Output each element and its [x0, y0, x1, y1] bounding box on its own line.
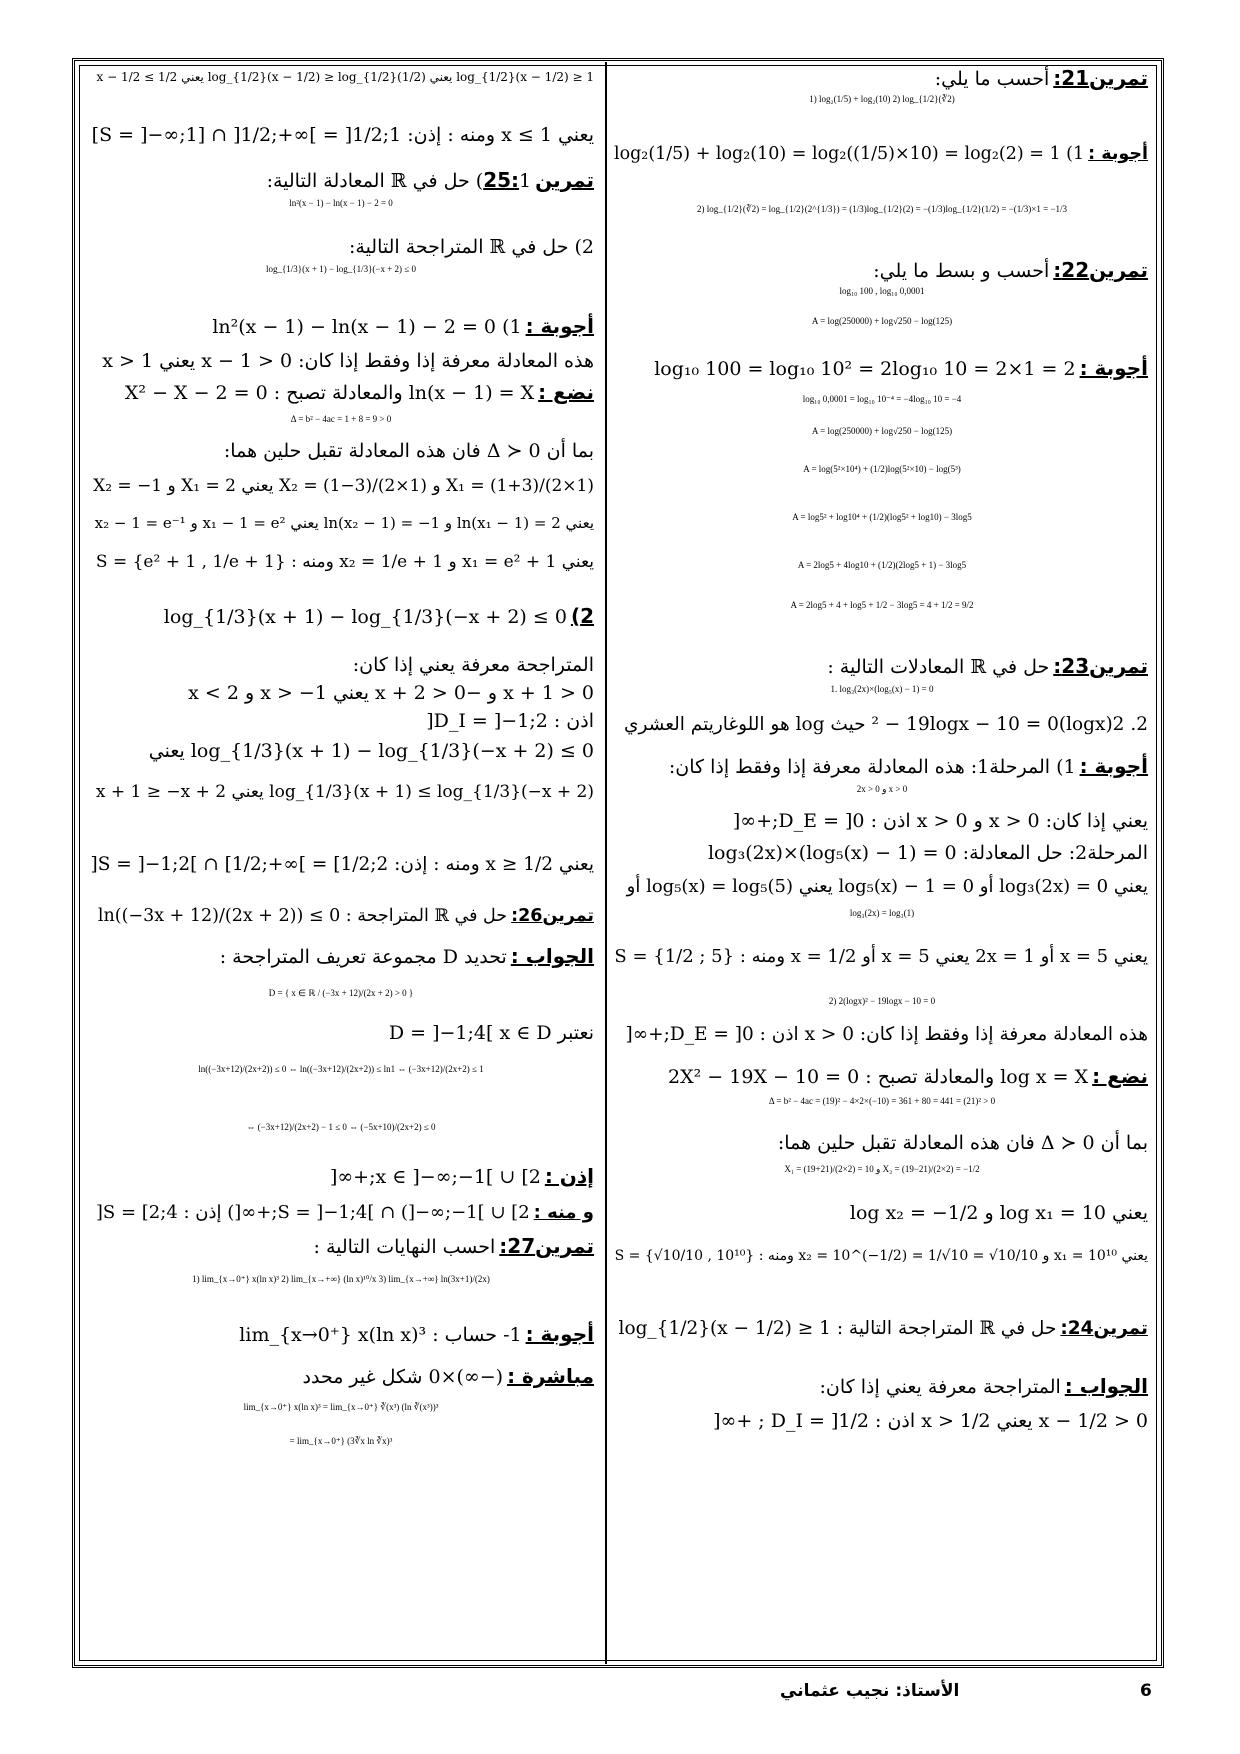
- right-column-line-8: [612, 394, 1152, 406]
- text-line: بما أن Δ ≻ 0 فان هذه المعادلة تقبل حلين هما:: [223, 440, 594, 462]
- text-line: يعني ln(x₁ − 1) = 2 و ln(x₂ − 1) = −1 يعني x₁ − 1 = e² و x₂ − 1 = e⁻¹: [94, 514, 594, 532]
- left-column-line-32: [303, 1364, 594, 1389]
- right-column-line-7: [654, 356, 1148, 381]
- right-column-line-14: [827, 654, 1148, 679]
- heading-text: (−∞)×0 شكل غير محدد: [302, 1366, 504, 1388]
- right-column-line-17: [669, 754, 1148, 779]
- left-column-line-28: [96, 1202, 594, 1224]
- right-column-line-32: [619, 1318, 1148, 1340]
- left-column-line-9: [84, 414, 598, 426]
- left-column-line-0: [97, 70, 594, 84]
- left-column-line-16: [188, 682, 594, 705]
- math-expression: 2) log_{1/2}(∛2) = log_{1/2}(2^{1/3}) = (1/3)log_{1/2}(2) = −(1/3)log_{1/2}(1/2) = −(1/3)×1 = −1/3: [696, 204, 1068, 214]
- math-expression: A = log(250000) + log√250 − log(125): [811, 316, 953, 326]
- left-column-line-24: [389, 1022, 594, 1045]
- math-expression: ln²(x − 1) − ln(x − 1) − 2 = 0: [289, 198, 393, 208]
- text-line: log_{1/3}(x + 1) − log_{1/3}(−x + 2) ≤ 0 يعني: [148, 740, 594, 762]
- heading-label: نضع :: [1092, 1064, 1148, 1088]
- right-column-line-21: [627, 876, 1148, 898]
- math-expression: A = 2log5 + 4log10 + (1/2)(2log5 + 1) − 3log5: [797, 560, 967, 570]
- math-expression: = lim_{x→0⁺} (3∛x ln ∛x)³: [289, 1436, 393, 1446]
- right-column-line-5: [612, 286, 1152, 298]
- heading-text: أحسب و بسط ما يلي:: [873, 260, 1050, 282]
- left-column-line-33: [84, 1402, 598, 1414]
- math-expression: log₁₀ 100 , log₁₀ 0,0001: [839, 286, 925, 296]
- left-column-line-18: [149, 740, 594, 763]
- text-line: المرحلة2: حل المعادلة: log₃(2x)×(log₅(x) − 1) = 0: [707, 842, 1148, 864]
- left-column-line-7: [102, 350, 594, 373]
- left-column-line-2: [267, 168, 594, 193]
- heading-text: log_{1/3}(x + 1) − log_{1/3}(−x + 2) ≤ 0: [163, 606, 567, 628]
- math-expression: 2) 2(logx)² − 19logx − 10 = 0: [828, 996, 936, 1006]
- right-column-line-2: [614, 144, 1148, 165]
- heading-text: حل في ℝ المتراجحة : ln((−3x + 12)/(2x + 2)) ≤ 0: [97, 906, 508, 926]
- right-column-line-11: [612, 512, 1152, 524]
- math-expression: Δ = b² − 4ac = 1 + 8 = 9 > 0: [290, 414, 392, 424]
- math-expression: A = log5² + log10⁴ + (1/2)(log5² + log10) − 3log5: [792, 512, 972, 522]
- math-expression: A = 2log5 + 4 + log5 + 1/2 − 3log5 = 4 + 1/2 = 9/2: [790, 600, 974, 610]
- text-line: المتراجحة معرفة يعني إذا كان:: [352, 654, 594, 676]
- right-column-line-9: [612, 426, 1152, 438]
- heading-label: أجوبة :: [525, 314, 594, 338]
- heading-text: 1) ln²(x − 1) − ln(x − 1) − 2 = 0: [212, 316, 522, 338]
- heading-label: 2): [570, 604, 594, 628]
- math-expression: log₁₀ 0,0001 = log₁₀ 10⁻⁴ = −4log₁₀ 10 = −4: [802, 394, 962, 404]
- text-line: يعني x₁ = 10¹⁰ و x₂ = 10^(−1/2) = 1/√10 = √10/10 ومنه : S = {√10/10 , 10¹⁰}: [614, 1248, 1148, 1264]
- heading-label: أجوبة :: [1088, 144, 1148, 164]
- text-line: اذن : D_I = ]−1;2[: [426, 710, 594, 732]
- left-column-line-15: [353, 654, 594, 677]
- right-column-line-22: [612, 908, 1152, 920]
- text-line: log_{1/2}(x − 1/2) ≥ 1 يعني log_{1/2}(x − 1/2) ≥ log_{1/2}(1/2) يعني x − 1/2 ≤ 1/2: [96, 70, 594, 84]
- left-column-line-6: [212, 314, 594, 339]
- heading-label: الجواب :: [510, 944, 594, 968]
- heading-label: أجوبة :: [525, 1322, 594, 1346]
- heading-label: نضع :: [538, 380, 594, 404]
- left-column-line-17: [426, 710, 594, 733]
- text-line: نعتبر D = ]−1;4[ x ∈ D: [388, 1022, 594, 1044]
- right-column: [612, 64, 1152, 1654]
- left-column-line-29: [314, 1234, 594, 1259]
- right-column-line-26: [668, 1064, 1148, 1089]
- left-column-line-21: [98, 906, 594, 927]
- heading-label: و منه :: [533, 1202, 594, 1223]
- left-column-line-23: [84, 988, 598, 1000]
- heading-text: 1) حل في ℝ المعادلة التالية:: [266, 170, 532, 192]
- left-column-line-20: [91, 854, 595, 876]
- left-column-line-8: [125, 380, 594, 405]
- left-column-line-19: [96, 782, 594, 802]
- math-expression: ln((−3x+12)/(2x+2)) ≤ 0 ⇔ ln((−3x+12)/(2x+2)) ≤ ln1 ⇔ (−3x+12)/(2x+2) ≤ 1: [198, 1064, 484, 1074]
- math-expression: A = log(5²×10⁴) + (1/2)log(5²×10) − log(5³): [803, 464, 961, 474]
- column-divider: [605, 62, 607, 1664]
- left-column-line-11: [93, 476, 594, 496]
- left-column: [84, 64, 598, 1654]
- math-expression: ⇔ (−3x+12)/(2x+2) − 1 ≤ 0 ⇔ (−5x+10)/(2x+2) ≤ 0: [246, 1122, 436, 1132]
- text-line: يعني log₃(2x) = 0 أو log₅(x) − 1 = 0 يعني log₅(x) = log₅(5) أو: [626, 876, 1148, 897]
- left-column-line-27: [330, 1164, 594, 1189]
- right-column-line-6: [612, 316, 1152, 328]
- heading-label: تمرين26:: [511, 906, 594, 926]
- text-line: يعني إذا كان: x > 0 و x > 0 اذن : D_E = ]0;+∞[: [732, 810, 1148, 832]
- heading-text: حل في ℝ المتراجحة التالية : log_{1/2}(x − 1/2) ≥ 1: [618, 1318, 1057, 1339]
- text-line: بما أن Δ ≻ 0 فان هذه المعادلة تقبل حلين هما:: [777, 1132, 1148, 1154]
- right-column-line-1: [612, 94, 1152, 106]
- right-column-line-15: [612, 684, 1152, 696]
- heading-text: تحديد D مجموعة تعريف المتراجحة :: [219, 946, 507, 968]
- math-expression: 1) log₂(1/5) + log₂(10) 2) log_{1/2}(∛2): [809, 94, 955, 104]
- right-column-line-12: [612, 560, 1152, 572]
- text-line: 2) حل في ℝ المتراجحة التالية:: [348, 236, 594, 258]
- heading-label: تمرين25:: [483, 168, 594, 192]
- heading-label: تمرين22:: [1053, 258, 1148, 282]
- math-expression: log_{1/3}(x + 1) − log_{1/3}(−x + 2) ≤ 0: [265, 264, 416, 274]
- heading-label: الجواب :: [1064, 1374, 1148, 1398]
- right-column-line-4: [873, 258, 1148, 283]
- text-line: x + 1 > 0 و −x + 2 > 0 يعني x > −1 و x < 2: [188, 682, 594, 704]
- heading-label: تمرين23:: [1053, 654, 1148, 678]
- right-column-line-30: [850, 1202, 1148, 1225]
- heading-text: ln(x − 1) = X والمعادلة تصبح : X² − X − 2 = 0: [124, 382, 535, 404]
- right-column-line-16: [624, 714, 1148, 736]
- left-column-line-3: [84, 198, 598, 210]
- math-expression: D = { x ∈ ℝ / (−3x + 12)/(2x + 2) > 0 }: [268, 988, 414, 998]
- heading-label: تمرين24:: [1060, 1318, 1148, 1339]
- text-line: يعني x₁ = e² + 1 و x₂ = 1/e + 1 ومنه : S = {e² + 1 , 1/e + 1}: [95, 552, 594, 572]
- right-column-line-3: [612, 204, 1152, 216]
- left-column-line-13: [96, 552, 594, 572]
- left-column-line-12: [95, 514, 594, 532]
- heading-text: S = ]−1;4[ ∩ (]−∞;−1[ ∪ [2;+∞[) إذن : S = [2;4[: [95, 1202, 530, 1223]
- text-line: يعني x ≤ 1 ومنه : إذن: S = ]−∞;1] ∩ ]1/2;+∞[ = ]1/2;1]: [91, 124, 594, 146]
- math-expression: 1) lim_{x→0⁺} x(ln x)³ 2) lim_{x→+∞} (ln x)¹⁰/x 3) lim_{x→+∞} ln(3x+1)/(2x): [192, 1274, 490, 1284]
- right-column-line-25: [626, 1024, 1148, 1046]
- text-line: هذه المعادلة معرفة إذا وفقط إذا كان: x > 0 اذن : D_E = ]0;+∞[: [625, 1024, 1148, 1045]
- right-column-line-28: [778, 1132, 1148, 1155]
- right-column-line-18: [612, 784, 1152, 796]
- heading-label: أجوبة :: [1079, 754, 1148, 778]
- text-line: هذه المعادلة معرفة إذا وفقط إذا كان: x − 1 > 0 يعني x > 1: [102, 350, 594, 372]
- heading-label: تمرين27:: [499, 1234, 594, 1258]
- left-column-line-1: [92, 124, 594, 147]
- left-column-line-10: [224, 440, 594, 463]
- heading-text: 1- حساب : lim_{x→0⁺} x(ln x)³: [239, 1324, 522, 1346]
- left-column-line-31: [239, 1322, 594, 1347]
- text-line: log_{1/3}(x + 1) ≤ log_{1/3}(−x + 2) يعني x + 1 ≥ −x + 2: [95, 782, 594, 802]
- right-column-line-0: [935, 66, 1148, 91]
- left-column-line-34: [84, 1436, 598, 1448]
- heading-text: 1) log₂(1/5) + log₂(10) = log₂((1/5)×10) = log₂(2) = 1: [613, 144, 1085, 164]
- right-column-line-23: [614, 946, 1148, 968]
- heading-label: أجوبة :: [1079, 356, 1148, 380]
- heading-text: المتراجحة معرفة يعني إذا كان:: [819, 1376, 1061, 1398]
- heading-text: احسب النهايات التالية :: [313, 1236, 496, 1258]
- math-expression: 1. log₃(2x)×(log₅(x) − 1) = 0: [830, 684, 934, 694]
- math-expression: log₃(2x) = log₃(1): [849, 908, 915, 918]
- heading-text: أحسب ما يلي:: [934, 68, 1050, 90]
- left-column-line-5: [84, 264, 598, 276]
- text-line: يعني x = 5 أو 2x = 1 يعني x = 5 أو x = 1/2 ومنه : S = {1/2 ; 5}: [614, 946, 1148, 967]
- right-column-line-34: [713, 1410, 1148, 1433]
- math-expression: 2x > 0 و x > 0: [856, 784, 908, 794]
- math-expression: lim_{x→0⁺} x(ln x)³ = lim_{x→0⁺} ∛(x³) (ln ∛(x³))³: [243, 1402, 439, 1412]
- right-column-line-29: [612, 1164, 1152, 1176]
- right-column-line-20: [708, 842, 1148, 865]
- right-column-line-24: [612, 996, 1152, 1008]
- left-column-line-25: [84, 1064, 598, 1076]
- page-number: 6: [1140, 1681, 1152, 1701]
- text-line: x − 1/2 > 0 يعني x > 1/2 اذن : D_I = ]1/2 ; +∞[: [713, 1410, 1148, 1432]
- left-column-line-4: [349, 236, 594, 259]
- left-column-line-26: [84, 1122, 598, 1134]
- right-column-line-13: [612, 600, 1152, 612]
- left-column-line-30: [84, 1274, 598, 1286]
- heading-label: مباشرة :: [507, 1364, 594, 1388]
- left-column-line-14: [164, 604, 594, 629]
- heading-text: log₁₀ 100 = log₁₀ 10² = 2log₁₀ 10 = 2×1 = 2: [654, 358, 1076, 380]
- heading-label: تمرين21:: [1053, 66, 1148, 90]
- heading-label: إذن :: [544, 1164, 594, 1188]
- text-line: يعني log x₁ = 10 و log x₂ = −1/2: [849, 1202, 1148, 1224]
- math-expression: A = log(250000) + log√250 − log(125): [811, 426, 953, 436]
- text-line: X₁ = (1+3)/(2×1) و X₂ = (1−3)/(2×1) يعني X₁ = 2 و X₂ = −1: [93, 476, 594, 496]
- heading-text: حل في ℝ المعادلات التالية :: [827, 656, 1050, 678]
- text-line: يعني x ≥ 1/2 ومنه : إذن: S = ]−1;2[ ∩ [1/2;+∞[ = [1/2;2[: [90, 854, 594, 875]
- right-column-line-31: [615, 1248, 1148, 1265]
- math-expression: X₁ = (19+21)/(2×2) = 10 و X₂ = (19−21)/(2×2) = −1/2: [784, 1164, 980, 1174]
- teacher-name: الأستاذ: نجيب عثماني: [780, 1681, 960, 1701]
- right-column-line-27: [612, 1096, 1152, 1108]
- math-expression: Δ = b² − 4ac = (19)² − 4×2×(−10) = 361 + 80 = 441 = (21)² > 0: [768, 1096, 996, 1106]
- text-line: 2. 2(logx)² − 19logx − 10 = 0 حيث log هو اللوغاريتم العشري: [624, 714, 1148, 735]
- heading-text: log x = X والمعادلة تصبح : 2X² − 19X − 10 = 0: [668, 1066, 1089, 1088]
- right-column-line-19: [733, 810, 1148, 833]
- left-column-line-22: [220, 944, 594, 969]
- right-column-line-10: [612, 464, 1152, 476]
- heading-text: 1) المرحلة1: هذه المعادلة معرفة إذا وفقط إذا كان:: [668, 756, 1076, 778]
- heading-text: x ∈ ]−∞;−1[ ∪ [2;+∞[: [329, 1166, 541, 1188]
- right-column-line-33: [820, 1374, 1148, 1399]
